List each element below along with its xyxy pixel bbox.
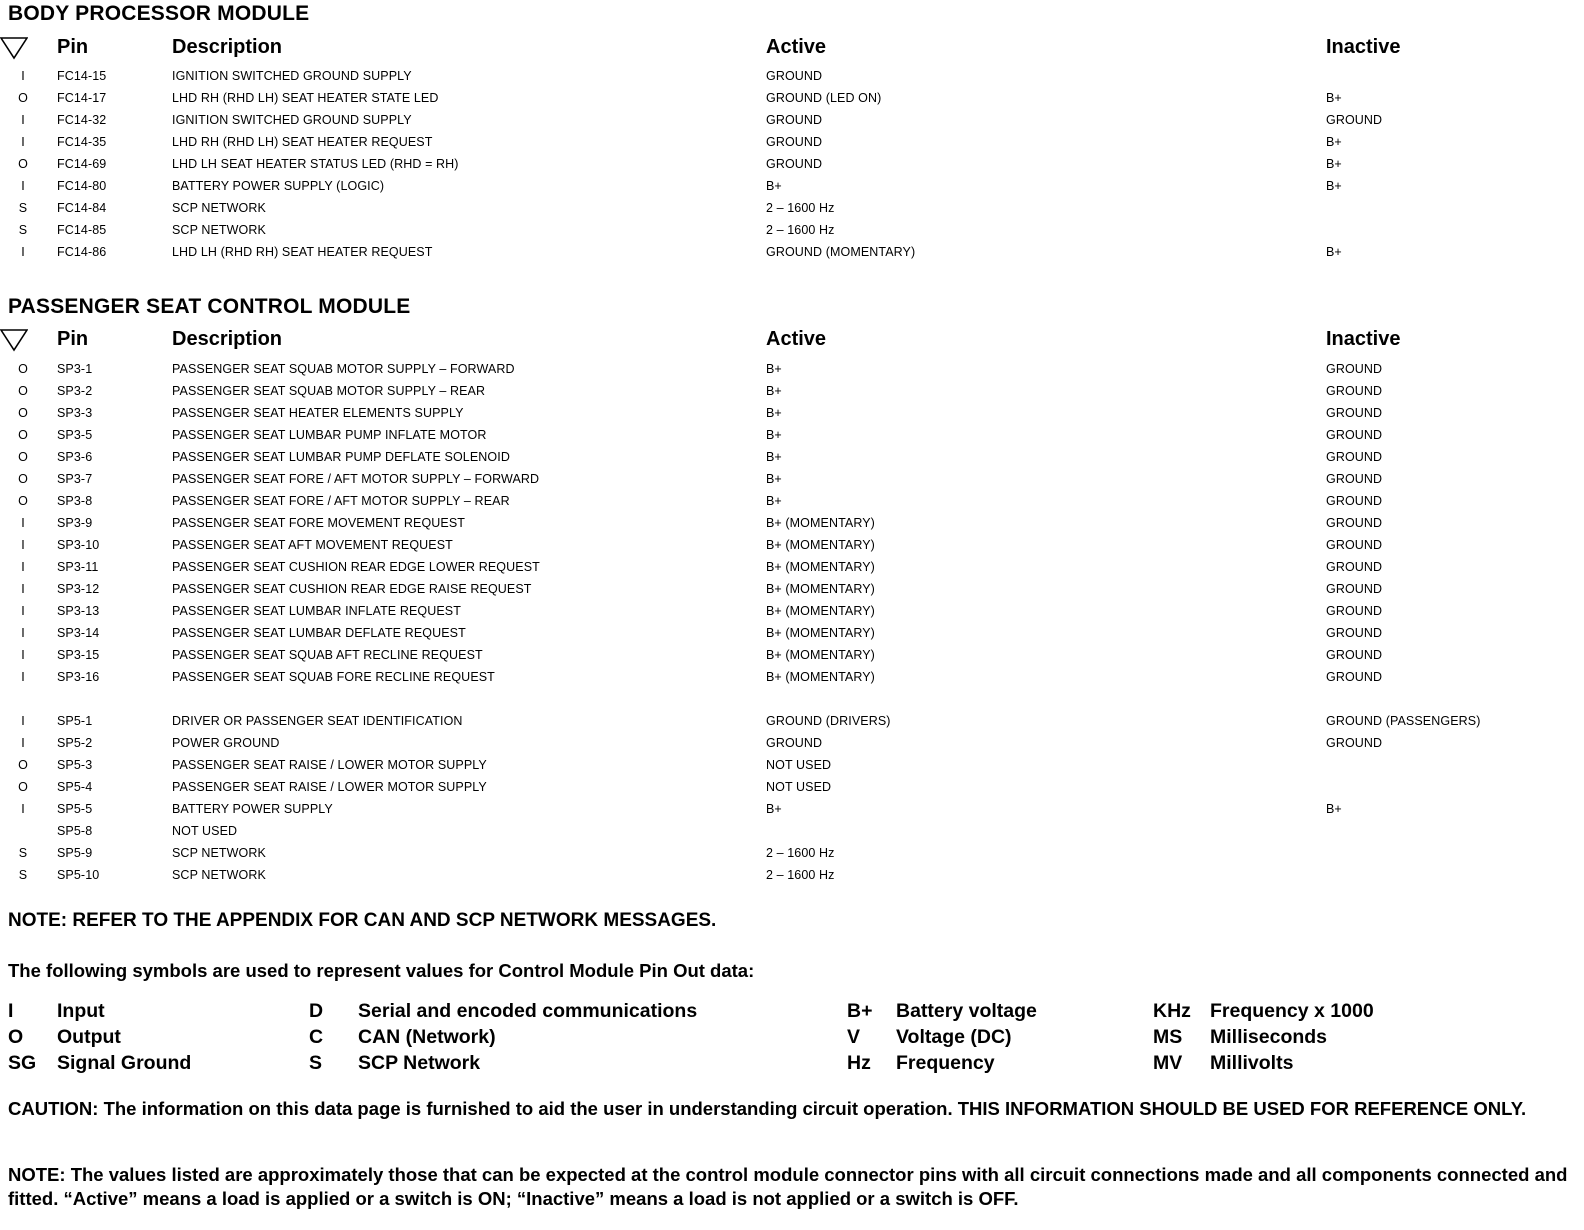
pin-id: SP3-3	[57, 406, 93, 420]
pin-description: PASSENGER SEAT LUMBAR INFLATE REQUEST	[172, 604, 461, 618]
active-value: GROUND	[766, 69, 823, 83]
table-row	[0, 132, 1584, 154]
pin-description: PASSENGER SEAT SQUAB MOTOR SUPPLY – FORWARD	[172, 362, 515, 376]
pin-description: BATTERY POWER SUPPLY (LOGIC)	[172, 179, 385, 193]
pin-description: PASSENGER SEAT SQUAB AFT RECLINE REQUEST	[172, 648, 483, 662]
active-value: GROUND	[766, 113, 823, 127]
legend-code: S	[309, 1052, 323, 1074]
table-row	[0, 601, 1584, 623]
pin-id: SP3-14	[57, 626, 100, 640]
active-value: GROUND (LED ON)	[766, 91, 882, 105]
symbols-intro: The following symbols are used to represent values for Control Module Pin Out data:	[8, 960, 755, 981]
header-active: Active	[766, 36, 827, 58]
inactive-value: GROUND	[1326, 626, 1383, 640]
direction-triangle-icon	[0, 36, 28, 60]
header-inactive: Inactive	[1326, 36, 1401, 58]
pin-description: SCP NETWORK	[172, 201, 266, 215]
legend-meaning: Frequency x 1000	[1210, 1000, 1374, 1022]
active-value: B+	[766, 450, 782, 464]
inactive-value: GROUND (PASSENGERS)	[1326, 714, 1481, 728]
pin-id: SP3-8	[57, 494, 93, 508]
pin-description: PASSENGER SEAT FORE / AFT MOTOR SUPPLY – FORWARD	[172, 472, 540, 486]
pin-direction: S	[18, 868, 28, 882]
pin-id: SP3-6	[57, 450, 93, 464]
inactive-value: GROUND	[1326, 113, 1383, 127]
pin-description: PASSENGER SEAT SQUAB MOTOR SUPPLY – REAR	[172, 384, 486, 398]
active-value: NOT USED	[766, 780, 832, 794]
pin-id: SP5-4	[57, 780, 93, 794]
legend-meaning: SCP Network	[358, 1052, 481, 1074]
legend-code: O	[8, 1026, 24, 1048]
legend-meaning: CAN (Network)	[358, 1026, 496, 1048]
table-row	[0, 799, 1584, 821]
pin-id: SP5-3	[57, 758, 93, 772]
section-title-passenger-seat: PASSENGER SEAT CONTROL MODULE	[8, 295, 411, 318]
table-header	[0, 36, 1584, 64]
table-row	[0, 154, 1584, 176]
pin-description: PASSENGER SEAT LUMBAR DEFLATE REQUEST	[172, 626, 466, 640]
inactive-value: GROUND	[1326, 560, 1383, 574]
pin-id: SP3-13	[57, 604, 100, 618]
symbol-legend	[0, 1000, 1584, 1084]
table-row	[0, 821, 1584, 843]
direction-triangle-icon	[0, 328, 28, 352]
pin-direction: I	[21, 560, 25, 574]
table-row	[0, 755, 1584, 777]
active-value: B+	[766, 802, 782, 816]
legend-meaning: Frequency	[896, 1052, 995, 1074]
table-row	[0, 623, 1584, 645]
active-value: GROUND	[766, 157, 823, 171]
pin-id: SP3-16	[57, 670, 100, 684]
table-row	[0, 711, 1584, 733]
table-row	[0, 176, 1584, 198]
pin-direction: O	[18, 384, 28, 398]
table-row	[0, 557, 1584, 579]
active-value: GROUND (DRIVERS)	[766, 714, 891, 728]
inactive-value: GROUND	[1326, 428, 1383, 442]
table-row	[0, 425, 1584, 447]
active-value: B+	[766, 406, 782, 420]
legend-meaning: Signal Ground	[57, 1052, 192, 1074]
pin-id: FC14-85	[57, 223, 107, 237]
active-value: B+	[766, 384, 782, 398]
inactive-value: GROUND	[1326, 604, 1383, 618]
pin-id: SP5-1	[57, 714, 93, 728]
pin-description: SCP NETWORK	[172, 868, 266, 882]
table-row	[0, 513, 1584, 535]
pin-id: FC14-86	[57, 245, 107, 259]
pin-direction: I	[21, 245, 25, 259]
active-value: B+ (MOMENTARY)	[766, 582, 875, 596]
pin-direction: O	[18, 450, 28, 464]
pin-description: PASSENGER SEAT RAISE / LOWER MOTOR SUPPLY	[172, 758, 487, 772]
pin-id: SP3-15	[57, 648, 100, 662]
inactive-value: B+	[1326, 135, 1342, 149]
pin-direction: O	[18, 362, 28, 376]
active-value: B+ (MOMENTARY)	[766, 560, 875, 574]
pin-id: SP3-12	[57, 582, 100, 596]
pin-id: SP3-11	[57, 560, 99, 574]
values-note: NOTE: The values listed are approximately those that can be expected at the control module connector pins with all circuit connections made and all components connected and fitted. “Active” means a load is applied or a switch is ON; “Inactive” means a load is not applied or a switch is OFF.	[8, 1164, 1568, 1209]
pin-direction: I	[21, 113, 25, 127]
table-row	[0, 88, 1584, 110]
active-value: GROUND	[766, 736, 823, 750]
pin-direction: I	[21, 626, 25, 640]
table-row	[0, 865, 1584, 887]
table-row	[0, 645, 1584, 667]
inactive-value: B+	[1326, 179, 1342, 193]
pin-direction: S	[18, 201, 28, 215]
active-value: B+ (MOMENTARY)	[766, 516, 875, 530]
pin-direction: O	[18, 494, 28, 508]
inactive-value: GROUND	[1326, 648, 1383, 662]
legend-code: Hz	[847, 1052, 871, 1074]
header-description: Description	[172, 328, 283, 350]
caution-text: CAUTION: The information on this data page is furnished to aid the user in understanding circuit operation. THIS INFORMATION SHOULD BE USED FOR REFERENCE ONLY.	[8, 1098, 1527, 1119]
legend-meaning: Milliseconds	[1210, 1026, 1328, 1048]
legend-code: MV	[1153, 1052, 1183, 1074]
pin-id: SP3-1	[57, 362, 93, 376]
legend-code: D	[309, 1000, 324, 1022]
table-row	[0, 220, 1584, 242]
table-body-body-processor	[0, 66, 1584, 264]
pin-direction: I	[21, 538, 25, 552]
table-row	[0, 667, 1584, 689]
header-inactive: Inactive	[1326, 328, 1401, 350]
legend-code: B+	[847, 1000, 873, 1022]
row-spacer	[0, 689, 1584, 711]
active-value: GROUND (MOMENTARY)	[766, 245, 916, 259]
pin-id: SP5-2	[57, 736, 93, 750]
pin-id: SP3-9	[57, 516, 93, 530]
inactive-value: GROUND	[1326, 494, 1383, 508]
pin-description: PASSENGER SEAT SQUAB FORE RECLINE REQUEST	[172, 670, 495, 684]
legend-code: I	[8, 1000, 14, 1022]
header-pin: Pin	[57, 36, 89, 58]
inactive-value: GROUND	[1326, 362, 1383, 376]
active-value: B+ (MOMENTARY)	[766, 604, 875, 618]
pin-id: FC14-32	[57, 113, 107, 127]
table-row	[0, 579, 1584, 601]
pin-description: PASSENGER SEAT LUMBAR PUMP DEFLATE SOLENOID	[172, 450, 510, 464]
pin-description: NOT USED	[172, 824, 238, 838]
pin-direction: I	[21, 802, 25, 816]
pin-direction: I	[21, 69, 25, 83]
table-row	[0, 843, 1584, 865]
active-value: B+	[766, 362, 782, 376]
pin-description: BATTERY POWER SUPPLY	[172, 802, 333, 816]
pin-description: LHD RH (RHD LH) SEAT HEATER REQUEST	[172, 135, 433, 149]
active-value: B+ (MOMENTARY)	[766, 626, 875, 640]
table-row	[0, 403, 1584, 425]
header-pin: Pin	[57, 328, 89, 350]
pin-id: SP3-2	[57, 384, 93, 398]
table-row	[0, 777, 1584, 799]
pin-direction: I	[21, 714, 25, 728]
pin-description: SCP NETWORK	[172, 846, 266, 860]
pin-id: FC14-80	[57, 179, 107, 193]
table-row	[0, 447, 1584, 469]
header-active: Active	[766, 328, 827, 350]
pin-direction: O	[18, 472, 28, 486]
pin-description: PASSENGER SEAT FORE MOVEMENT REQUEST	[172, 516, 466, 530]
inactive-value: B+	[1326, 91, 1342, 105]
pin-id: SP3-5	[57, 428, 93, 442]
pin-direction: O	[18, 780, 28, 794]
active-value: GROUND	[766, 135, 823, 149]
inactive-value: GROUND	[1326, 538, 1383, 552]
legend-meaning: Battery voltage	[896, 1000, 1037, 1022]
pin-id: SP5-10	[57, 868, 100, 882]
table-row	[0, 110, 1584, 132]
pin-direction: O	[18, 428, 28, 442]
pin-direction: I	[21, 179, 25, 193]
pin-description: PASSENGER SEAT AFT MOVEMENT REQUEST	[172, 538, 453, 552]
pin-id: SP3-10	[57, 538, 100, 552]
pin-description: LHD RH (RHD LH) SEAT HEATER STATE LED	[172, 91, 439, 105]
inactive-value: GROUND	[1326, 406, 1383, 420]
pin-direction: I	[21, 516, 25, 530]
header-description: Description	[172, 36, 283, 58]
pin-description: PASSENGER SEAT HEATER ELEMENTS SUPPLY	[172, 406, 464, 420]
pin-description: IGNITION SWITCHED GROUND SUPPLY	[172, 113, 412, 127]
pin-id: SP5-5	[57, 802, 93, 816]
section-title-body-processor: BODY PROCESSOR MODULE	[8, 2, 310, 25]
pin-direction: S	[18, 846, 28, 860]
active-value: B+ (MOMENTARY)	[766, 538, 875, 552]
legend-meaning: Serial and encoded communications	[358, 1000, 698, 1022]
legend-code: MS	[1153, 1026, 1183, 1048]
pin-description: PASSENGER SEAT CUSHION REAR EDGE LOWER REQUEST	[172, 560, 540, 574]
inactive-value: GROUND	[1326, 384, 1383, 398]
active-value: B+	[766, 179, 782, 193]
active-value: B+ (MOMENTARY)	[766, 648, 875, 662]
pin-id: FC14-15	[57, 69, 107, 83]
pin-id: FC14-84	[57, 201, 107, 215]
table-row	[0, 491, 1584, 513]
inactive-value: GROUND	[1326, 516, 1383, 530]
pin-direction: O	[18, 406, 28, 420]
pin-description: DRIVER OR PASSENGER SEAT IDENTIFICATION	[172, 714, 463, 728]
pin-direction: I	[21, 135, 25, 149]
active-value: B+	[766, 472, 782, 486]
table-row	[0, 535, 1584, 557]
pin-id: SP5-9	[57, 846, 93, 860]
legend-code: C	[309, 1026, 324, 1048]
table-row	[0, 469, 1584, 491]
pin-id: FC14-35	[57, 135, 107, 149]
legend-code: SG	[8, 1052, 37, 1074]
pin-description: PASSENGER SEAT LUMBAR PUMP INFLATE MOTOR	[172, 428, 487, 442]
pin-direction: O	[18, 157, 28, 171]
active-value: 2 – 1600 Hz	[766, 846, 835, 860]
table-row	[0, 381, 1584, 403]
pin-description: PASSENGER SEAT CUSHION REAR EDGE RAISE REQUEST	[172, 582, 532, 596]
pin-direction: I	[21, 604, 25, 618]
active-value: NOT USED	[766, 758, 832, 772]
pin-description: PASSENGER SEAT RAISE / LOWER MOTOR SUPPLY	[172, 780, 487, 794]
pin-description: PASSENGER SEAT FORE / AFT MOTOR SUPPLY – REAR	[172, 494, 510, 508]
inactive-value: B+	[1326, 157, 1342, 171]
inactive-value: GROUND	[1326, 736, 1383, 750]
table-row	[0, 242, 1584, 264]
legend-meaning: Millivolts	[1210, 1052, 1294, 1074]
table-row	[0, 198, 1584, 220]
pin-direction: O	[18, 91, 28, 105]
table-row	[0, 733, 1584, 755]
inactive-value: B+	[1326, 802, 1342, 816]
pin-id: SP5-8	[57, 824, 93, 838]
pin-direction: O	[18, 758, 28, 772]
inactive-value: B+	[1326, 245, 1342, 259]
legend-meaning: Voltage (DC)	[896, 1026, 1012, 1048]
table-row	[0, 66, 1584, 88]
active-value: B+ (MOMENTARY)	[766, 670, 875, 684]
active-value: B+	[766, 428, 782, 442]
legend-meaning: Input	[57, 1000, 105, 1022]
active-value: 2 – 1600 Hz	[766, 201, 835, 215]
legend-code: V	[847, 1026, 861, 1048]
table-body-passenger-seat	[0, 359, 1584, 887]
active-value: B+	[766, 494, 782, 508]
inactive-value: GROUND	[1326, 472, 1383, 486]
active-value: 2 – 1600 Hz	[766, 868, 835, 882]
table-header	[0, 328, 1584, 356]
pin-direction: I	[21, 648, 25, 662]
inactive-value: GROUND	[1326, 582, 1383, 596]
pin-direction: S	[18, 223, 28, 237]
active-value: 2 – 1600 Hz	[766, 223, 835, 237]
pin-id: SP3-7	[57, 472, 93, 486]
legend-code: KHz	[1153, 1000, 1191, 1022]
pin-id: FC14-69	[57, 157, 107, 171]
pin-description: IGNITION SWITCHED GROUND SUPPLY	[172, 69, 412, 83]
pin-direction: I	[21, 670, 25, 684]
pin-direction: I	[21, 582, 25, 596]
inactive-value: GROUND	[1326, 450, 1383, 464]
inactive-value: GROUND	[1326, 670, 1383, 684]
pin-description: LHD LH (RHD RH) SEAT HEATER REQUEST	[172, 245, 433, 259]
pin-id: FC14-17	[57, 91, 107, 105]
pin-description: SCP NETWORK	[172, 223, 266, 237]
legend-meaning: Output	[57, 1026, 121, 1048]
pin-description: LHD LH SEAT HEATER STATUS LED (RHD = RH)	[172, 157, 459, 171]
pin-description: POWER GROUND	[172, 736, 280, 750]
network-note: NOTE: REFER TO THE APPENDIX FOR CAN AND SCP NETWORK MESSAGES.	[8, 910, 717, 931]
table-row	[0, 359, 1584, 381]
pin-direction: I	[21, 736, 25, 750]
